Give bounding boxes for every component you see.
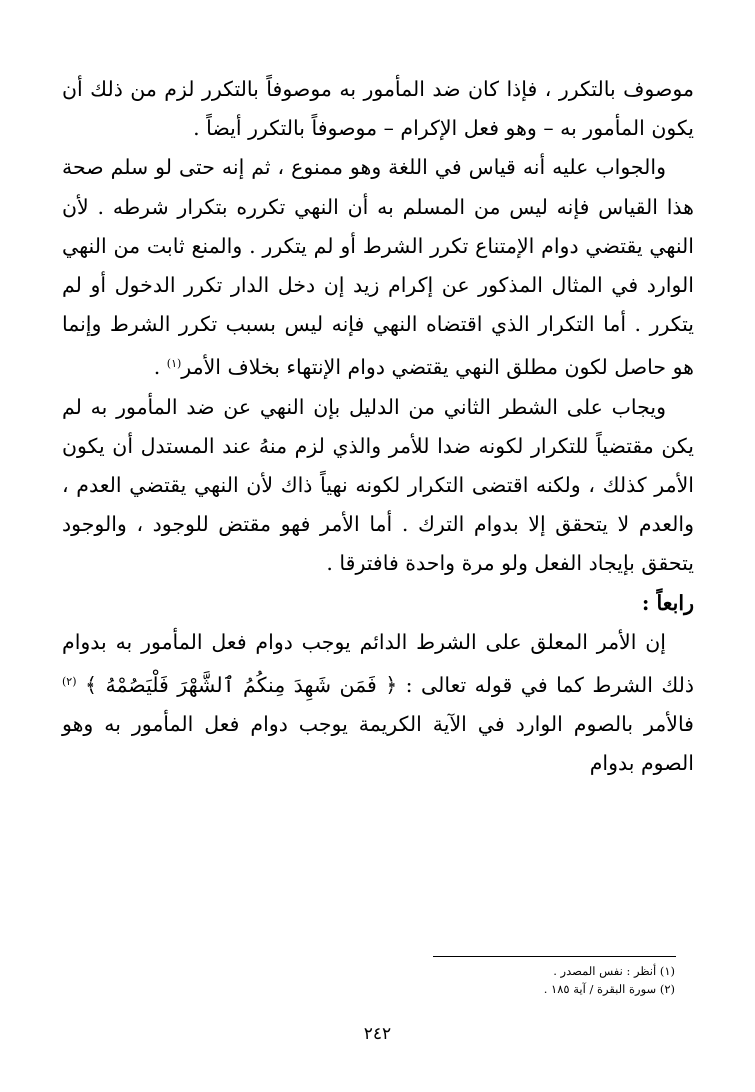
paragraph-2-text: والجواب عليه أنه قياس في اللغة وهو ممنوع ، ثم إنه حتى لو سلم صحة هذا القياس فإنه ليس من المسلم به أن النهي تكرره بتكرار شرطه . لأن النهي يقتضي دوام الإمتناع تكرر الشرط أو لم يتكرر . والمنع ثابت من النهي الوارد في المثال المذكور عن إكرام زيد إن دخل الدار تكرر الدخول أو لم يتكرر . أما التكرار الذي اقتضاه النهي فإنه ليس بسبب تكرر الشرط وإنما هو حاصل لكون مطلق النهي يقتضي دوام الإنتهاء بخلاف الأمر bbox=[62, 155, 694, 380]
footnote-1-text: أنظر : نفس المصدر . bbox=[553, 964, 657, 978]
paragraph-2 bbox=[62, 148, 694, 387]
footnote-2 bbox=[330, 980, 675, 998]
paragraph-2-end: . bbox=[153, 355, 167, 380]
footnote-1 bbox=[330, 962, 675, 980]
paragraph-4-text: إن الأمر المعلق على الشرط الدائم يوجب دوام فعل المأمور به بدوام ذلك الشرط كما في قوله تعالى : bbox=[62, 629, 694, 698]
footnote-1-marker: (١) bbox=[659, 964, 675, 978]
paragraph-4-continuation: فالأمر بالصوم الوارد في الآية الكريمة يوجب دوام فعل المأمور به وهو الصوم بدوام bbox=[62, 712, 694, 776]
footnote-2-text: سورة البقرة / آية ١٨٥ . bbox=[543, 982, 657, 996]
main-text bbox=[62, 70, 694, 784]
footnote-2-marker: (٢) bbox=[659, 982, 675, 996]
paragraph-4 bbox=[62, 623, 694, 784]
footnote-separator bbox=[433, 956, 676, 957]
page-number: ٢٤٢ bbox=[363, 1024, 392, 1044]
footnote-ref-2: (٢) bbox=[62, 675, 77, 689]
footnotes bbox=[330, 962, 675, 998]
paragraph-3: ويجاب على الشطر الثاني من الدليل بإن النهي عن ضد المأمور به لم يكن مقتضياً للتكرار لكونه ضدا للأمر والذي لزم منهُ عند المستدل أن يكون الأمر كذلك ، ولكنه اقتضى التكرار لكونه نهياً ذاك لأن النهي يقتضي العدم ، والعدم لا يتحقق إلا بدوام الترك . أما الأمر فهو مقتض للوجود ، والوجود يتحقق بإيجاد الفعل ولو مرة واحدة فافترقا . bbox=[62, 394, 694, 576]
section-heading: رابعاً : bbox=[641, 590, 694, 615]
quran-verse: ﴿ فَمَن شَهِدَ مِنكُمُ ٱلشَّهْرَ فَلْيَصُمْهُ ﴾ bbox=[84, 673, 398, 698]
paragraph-1: موصوف بالتكرر ، فإذا كان ضد المأمور به موصوفاً بالتكرر لزم من ذلك أن يكون المأمور به – وهو فعل الإكرام – موصوفاً بالتكرر أيضاً . bbox=[62, 77, 694, 141]
footnote-ref-1: (١) bbox=[166, 357, 182, 371]
